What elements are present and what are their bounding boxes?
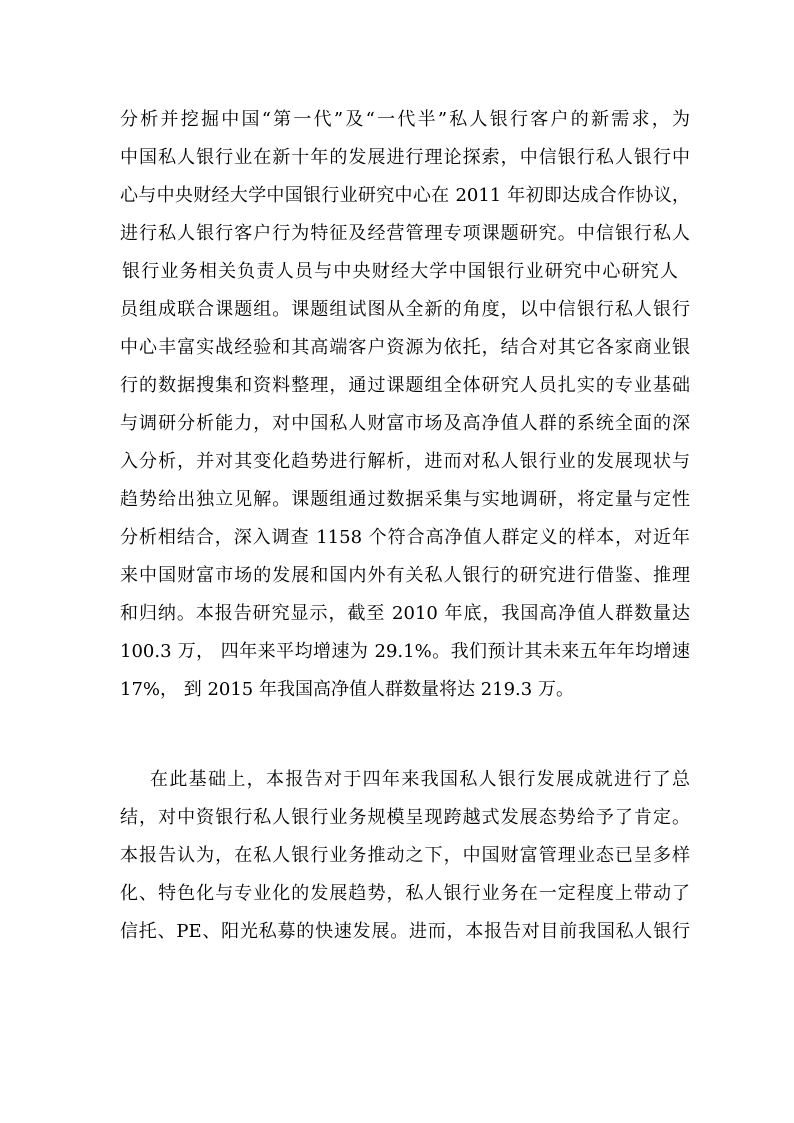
text-line: 信托、PE、阳光私募的快速发展。进而，本报告对目前我国私人银行 [120,921,690,942]
text-line: 入分析，并对其变化趋势进行解析，进而对私人银行业的发展现状与 [120,451,690,472]
text-line: 本报告认为，在私人银行业务推动之下，中国财富管理业态已呈多样 [120,845,690,866]
text-line: 心与中央财经大学中国银行业研究中心在 2011 年初即达成合作协议， [120,185,690,206]
text-line: 员组成联合课题组。课题组试图从全新的角度，以中信银行私人银行 [120,299,690,320]
text-line: 在此基础上，本报告对于四年来我国私人银行发展成就进行了总 [150,769,690,790]
text-line: 中国私人银行业在新十年的发展进行理论探索，中信银行私人银行中 [120,147,690,168]
text-line: 分析并挖掘中国“第一代”及“一代半”私人银行客户的新需求，为 [120,109,690,130]
text-line: 和归纳。本报告研究显示，截至 2010 年底，我国高净值人群数量达 [120,603,690,624]
text-line: 行的数据搜集和资料整理，通过课题组全体研究人员扎实的专业基础 [120,375,690,396]
text-line: 分析相结合，深入调查 1158 个符合高净值人群定义的样本，对近年 [120,527,690,548]
text-line: 与调研分析能力，对中国私人财富市场及高净值人群的系统全面的深 [120,413,690,434]
text-line: 中心丰富实战经验和其高端客户资源为依托，结合对其它各家商业银 [120,337,690,358]
text-line: 进行私人银行客户行为特征及经营管理专项课题研究。中信银行私人 [120,223,690,244]
text-line: 化、特色化与专业化的发展趋势，私人银行业务在一定程度上带动了 [120,883,690,904]
text-line: 17%， 到 2015 年我国高净值人群数量将达 219.3 万。 [120,679,574,700]
text-line: 趋势给出独立见解。课题组通过数据采集与实地调研，将定量与定性 [120,489,690,510]
text-line: 结，对中资银行私人银行业务规模呈现跨越式发展态势给予了肯定。 [120,807,690,828]
text-line: 100.3 万， 四年来平均增速为 29.1%。我们预计其未来五年年均增速 [120,641,690,662]
text-line: 来中国财富市场的发展和国内外有关私人银行的研究进行借鉴、推理 [120,565,690,586]
text-line: 银行业务相关负责人员与中央财经大学中国银行业研究中心研究人 [122,261,678,282]
